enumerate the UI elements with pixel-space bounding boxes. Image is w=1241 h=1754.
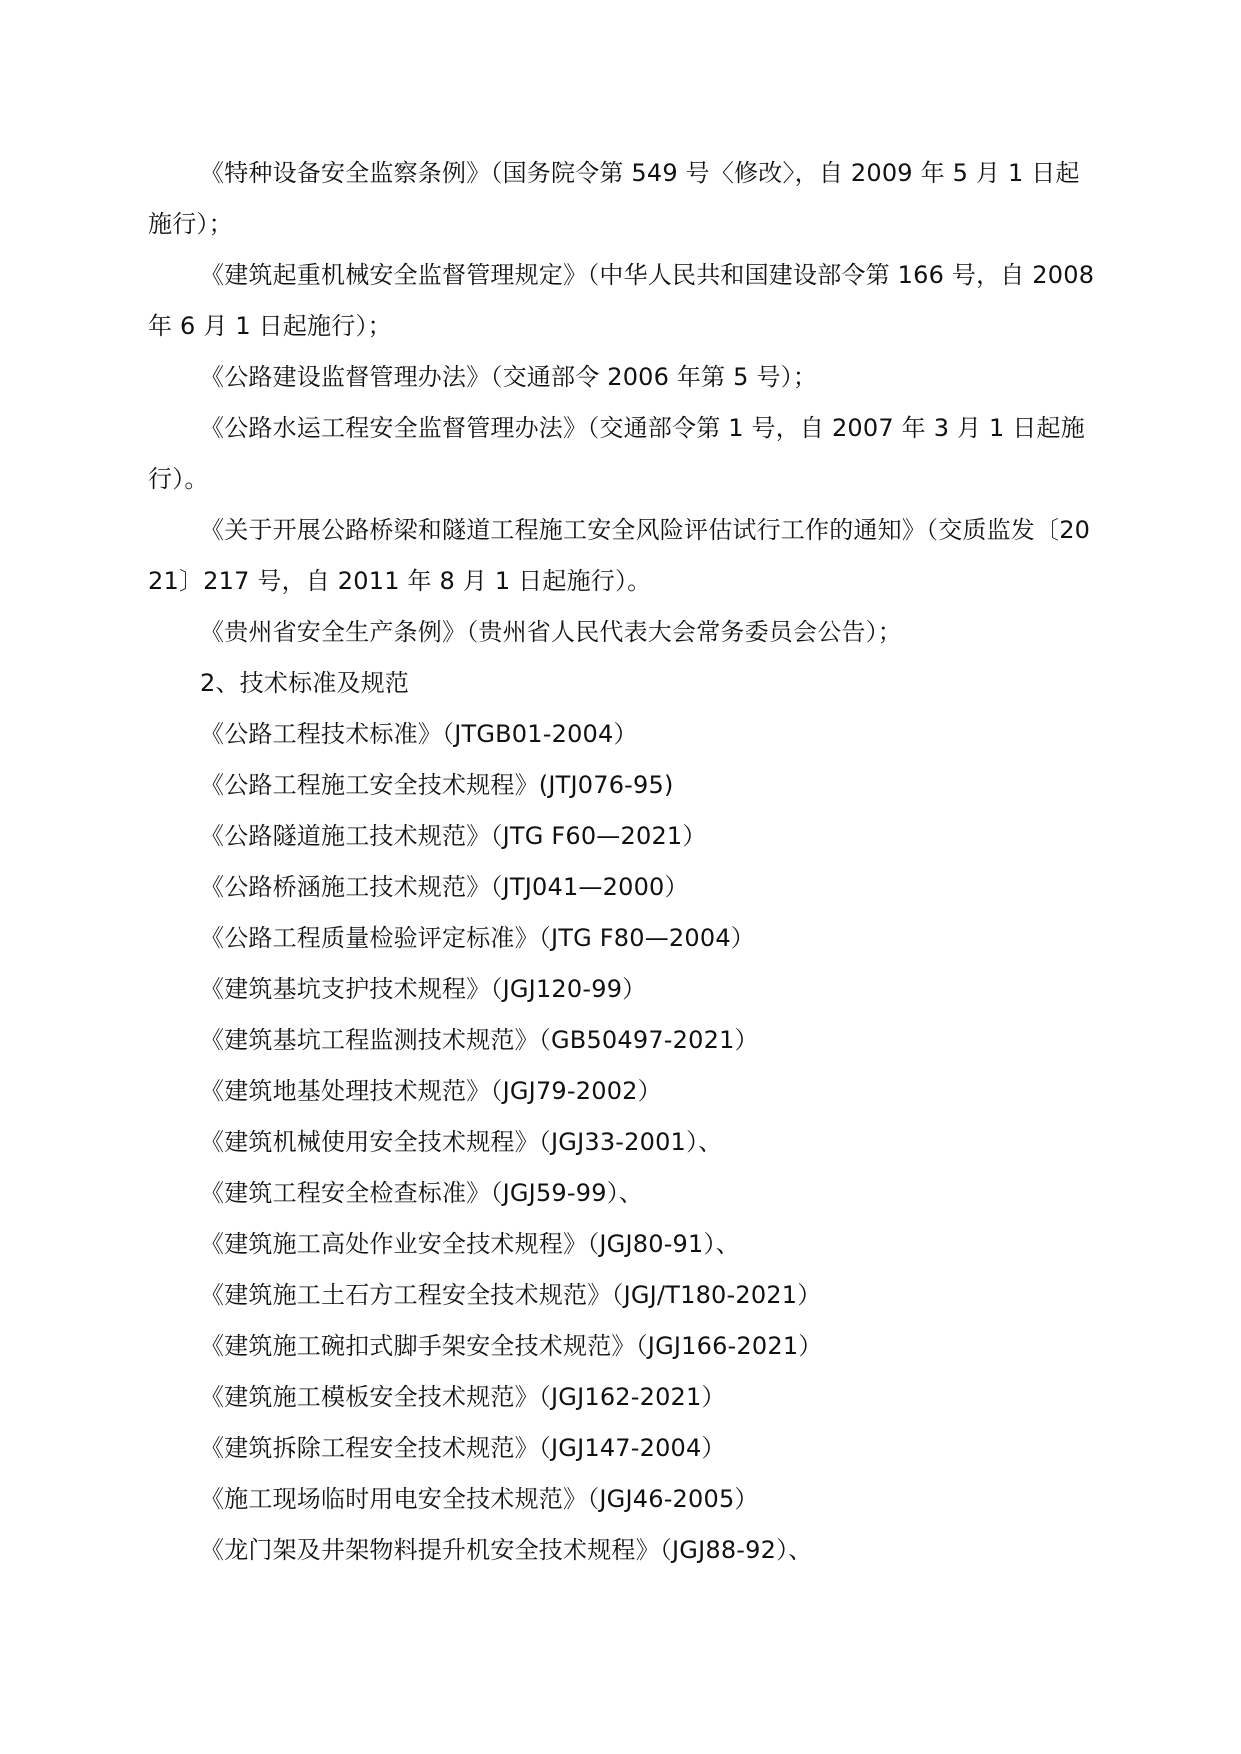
- law-item: 《特种设备安全监察条例》（国务院令第 549 号〈修改〉，自 2009 年 5 月 1 日起施行）；: [148, 159, 1080, 238]
- law-item: 《公路水运工程安全监督管理办法》（交通部令第 1 号，自 2007 年 3 月 1 日起施行）。: [148, 414, 1085, 493]
- standard-item: 《建筑施工模板安全技术规范》（JGJ162-2021）: [200, 1383, 726, 1411]
- standard-item: 《公路工程施工安全技术规程》(JTJ076-95): [200, 771, 674, 799]
- standard-item: 《建筑机械使用安全技术规程》（JGJ33-2001）、: [200, 1128, 723, 1156]
- document-body: [148, 148, 1098, 1576]
- law-item: 《贵州省安全生产条例》（贵州省人民代表大会常务委员会公告）；: [200, 618, 902, 646]
- standard-item: 《建筑施工碗扣式脚手架安全技术规范》（JGJ166-2021）: [200, 1332, 823, 1360]
- standard-item: 《公路隧道施工技术规范》（JTG F60—2021）: [200, 822, 707, 850]
- standard-item: 《建筑工程安全检查标准》（JGJ59-99）、: [200, 1179, 644, 1207]
- standard-item: 《建筑地基处理技术规范》（JGJ79-2002）: [200, 1077, 662, 1105]
- standard-item: 《建筑基坑支护技术规程》（JGJ120-99）: [200, 975, 647, 1003]
- law-item: 《建筑起重机械安全监督管理规定》（中华人民共和国建设部令第 166 号，自 2008 年 6 月 1 日起施行）；: [148, 261, 1095, 340]
- standard-item: 《建筑施工高处作业安全技术规程》（JGJ80-91）、: [200, 1230, 740, 1258]
- standard-item: 《建筑施工土石方工程安全技术规范》（JGJ/T180-2021）: [200, 1281, 822, 1309]
- standard-item: 《建筑基坑工程监测技术规范》（GB50497-2021）: [200, 1026, 759, 1054]
- law-item: 《关于开展公路桥梁和隧道工程施工安全风险评估试行工作的通知》（交质监发〔2021〕217 号，自 2011 年 8 月 1 日起施行）。: [148, 516, 1091, 595]
- law-item: 《公路建设监督管理办法》（交通部令 2006 年第 5 号）；: [200, 363, 818, 391]
- standard-item: 《公路桥涵施工技术规范》（JTJ041—2000）: [200, 873, 689, 901]
- section-heading: 2、技术标准及规范: [200, 669, 410, 697]
- standard-item: 《公路工程技术标准》（JTGB01-2004）: [200, 720, 638, 748]
- standard-item: 《龙门架及井架物料提升机安全技术规程》（JGJ88-92）、: [200, 1536, 813, 1564]
- standard-item: 《建筑拆除工程安全技术规范》（JGJ147-2004）: [200, 1434, 726, 1462]
- standard-item: 《公路工程质量检验评定标准》（JTG F80—2004）: [200, 924, 755, 952]
- standard-item: 《施工现场临时用电安全技术规范》（JGJ46-2005）: [200, 1485, 759, 1513]
